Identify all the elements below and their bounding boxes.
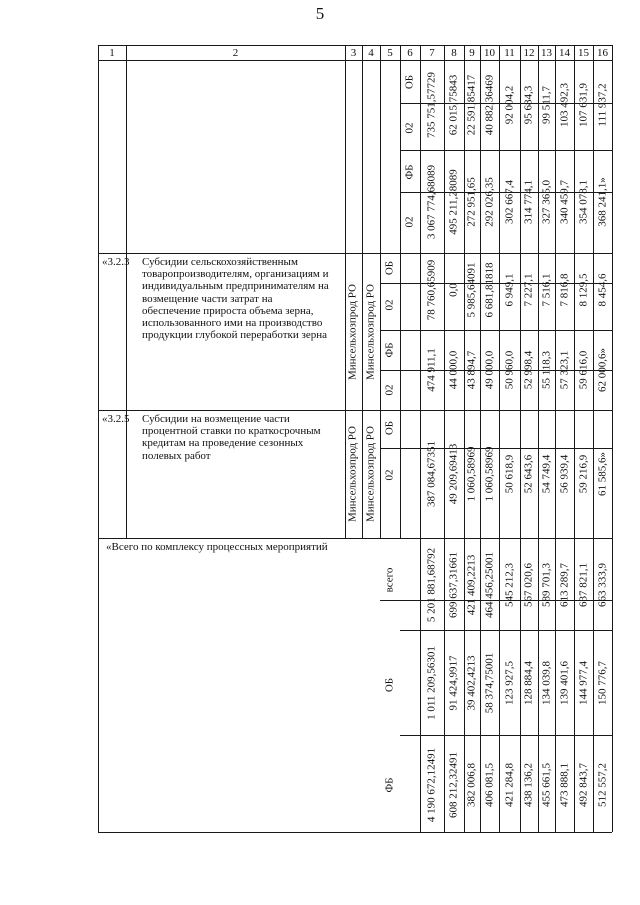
total-label-ob: ОБ (383, 677, 396, 693)
total-value: 545 212,3 (503, 563, 515, 607)
top-block-split-rule (400, 150, 612, 151)
table-left-border (98, 45, 99, 832)
row-323-fb-value: 62 000,6» (596, 348, 608, 392)
row-325-ob-value: 52 643,6 (522, 454, 535, 494)
value-column-rule (574, 60, 575, 832)
header-col-3: 3 (350, 47, 357, 59)
total-value: 421 409,2213 (465, 554, 478, 616)
row-325-ob-value: 56 939,4 (558, 454, 570, 494)
total-fb-value: 608 212,32491 (447, 752, 460, 818)
row-323-ob-value: 0,0 (447, 283, 460, 297)
top-fb-value: 327 365,0 (540, 180, 552, 224)
row-323-executor: Минсельхозпрод РО (346, 284, 359, 380)
value-column-rule (555, 60, 556, 832)
total-ob-value: 58 374,75001 (483, 652, 495, 714)
header-col-11: 11 (504, 47, 515, 59)
total-fb-value: 382 006,8 (465, 763, 478, 807)
top-ob-value: 103 492,3 (558, 83, 570, 127)
body-column-rule (362, 60, 363, 538)
row-323-ob-value: 8 454,6 (596, 273, 608, 307)
value-column-rule (538, 60, 539, 832)
top-fb-value: 354 078,1 (577, 180, 589, 224)
row-323-ob-label: ОБ (383, 260, 396, 276)
row-325-ob-value: 54 749,4 (540, 454, 552, 494)
header-col-4: 4 (368, 47, 374, 59)
row-325-ob-value: 1 060,58969 (483, 446, 495, 502)
row-323-fb-label: ФБ (383, 342, 396, 358)
row-325-ob-value: 61 585,6» (596, 452, 608, 496)
header-col-1: 1 (109, 47, 115, 59)
top-ob-value: 99 511,7 (540, 85, 552, 125)
row-325-ob-value: 50 618,9 (503, 454, 515, 494)
value-column-rule (593, 60, 594, 832)
row-323-name: Субсидии сельскохозяйственным товаропроизводителям, организациям и индивидуальным предпринимателям на возмещение части затрат на обеспечение прироста объема зерна, использованного ими на производство продукции глубокой переработки зерна (142, 256, 329, 342)
total-ob-value: 144 977,4 (577, 661, 589, 705)
top-fb-value: 272 951,65 (465, 177, 478, 227)
top-ob-code: 02 (403, 122, 416, 134)
total-value: 699 637,31661 (447, 552, 460, 618)
header-col-7: 7 (429, 47, 435, 59)
row-323-ob-value: 78 760,65909 (425, 259, 438, 321)
row-323-fb-value: 44 000,0 (447, 350, 460, 390)
header-col-15: 15 (578, 47, 589, 59)
total-value: 613 289,7 (558, 563, 570, 607)
header-col-13: 13 (541, 47, 552, 59)
total-fb-value: 512 557,2 (596, 763, 608, 807)
top-fb-code: 02 (403, 216, 416, 228)
total-ob-value: 123 927,5 (503, 661, 515, 705)
total-split-2 (400, 735, 612, 736)
row-323-ob-code: 02 (383, 299, 396, 311)
row-323-ob-value: 6 681,81818 (483, 262, 495, 318)
row-323-ob-value: 7 516,1 (540, 273, 552, 307)
total-fb-value: 406 081,5 (483, 763, 495, 807)
total-value: 589 701,3 (540, 563, 552, 607)
row-323-fb-value: 474 911,1 (425, 348, 438, 392)
value-column-rule (444, 60, 445, 832)
header-bottom-rule (98, 60, 612, 61)
row-325-name: Субсидии на возмещение части процентной ставки по краткосрочным кредитам на проведение сезонных полевых работ (142, 413, 321, 462)
total-ob-value: 91 424,9917 (447, 655, 460, 711)
total-ob-value: 128 884,4 (522, 661, 535, 705)
row-325-number: «3.2.5 (102, 413, 130, 425)
row-323-ob-value: 6 949,1 (503, 273, 515, 307)
row-325-executor-secondary: Минсельхозпрод РО (364, 426, 377, 522)
row-325-ob-value: 59 216,9 (577, 454, 589, 494)
top-ob-value: 40 882,36469 (483, 74, 495, 136)
total-fb-value: 473 888,1 (558, 763, 570, 807)
header-col-6: 6 (407, 47, 413, 59)
row-323-fb-value: 43 894,7 (465, 350, 478, 390)
header-col-9: 9 (469, 47, 475, 59)
top-fb-value: 3 067 774,68089 (425, 164, 438, 240)
row-323-fb-code: 02 (383, 384, 396, 396)
value-column-rule (520, 60, 521, 832)
page-number: 5 (315, 4, 325, 23)
total-label-total: всего (383, 567, 396, 593)
total-ob-value: 150 776,7 (596, 661, 608, 705)
row-323-split-rule (380, 330, 612, 331)
header-col-8: 8 (451, 47, 457, 59)
value-column-rule (420, 60, 421, 832)
table-right-border (612, 45, 613, 832)
body-column-rule (126, 60, 127, 538)
top-ob-value: 111 937,2 (596, 83, 608, 127)
row-323-fb-value: 50 960,0 (503, 350, 515, 390)
total-value: 567 020,6 (522, 563, 535, 607)
row-323-ob-value: 7 227,1 (522, 273, 535, 307)
top-fb-value: 314 774,1 (522, 180, 535, 224)
total-label-fb: ФБ (383, 777, 396, 793)
top-ob-value: 22 591,85417 (465, 74, 478, 136)
header-col-16: 16 (597, 47, 608, 59)
total-ob-value: 139 401,6 (558, 661, 570, 705)
total-row-top-rule (98, 538, 612, 539)
total-ob-value: 134 039,8 (540, 661, 552, 705)
total-fb-value: 455 661,5 (540, 763, 552, 807)
top-ob-value: 95 684,3 (522, 85, 535, 125)
total-fb-value: 4 190 672,12491 (425, 747, 438, 823)
top-ob-value: 107 631,9 (577, 83, 589, 127)
row-325-ob-subrule (380, 448, 612, 449)
header-col-10: 10 (484, 47, 495, 59)
top-ob-label: ОБ (403, 74, 416, 90)
row-325-ob-label: ОБ (383, 420, 396, 436)
table-bottom-border (98, 832, 612, 833)
row-323-ob-value: 8 129,5 (577, 273, 589, 307)
total-ob-value: 1 011 209,56301 (425, 646, 438, 720)
top-ob-value: 62 015,75843 (447, 74, 460, 136)
total-fb-value: 492 843,7 (577, 763, 589, 807)
row-325-top-rule (98, 410, 612, 411)
row-325-ob-code: 02 (383, 469, 396, 481)
total-value: 637 821,1 (577, 563, 589, 607)
row-323-top-rule (98, 253, 612, 254)
total-value: 663 333,9 (596, 563, 608, 607)
row-323-fb-value: 57 323,1 (558, 350, 570, 390)
table-top-border (98, 45, 612, 46)
row-323-fb-value: 55 118,3 (540, 350, 552, 390)
top-ob-value: 92 004,2 (503, 85, 515, 125)
total-value: 464 456,25001 (483, 552, 495, 618)
row-323-fb-value: 59 616,0 (577, 350, 589, 390)
top-fb-value: 340 459,7 (558, 180, 570, 224)
total-value: 5 201 881,68792 (425, 547, 438, 623)
header-col-2: 2 (232, 47, 239, 59)
body-column-rule (400, 60, 401, 538)
row-323-ob-value: 7 816,8 (558, 273, 570, 307)
value-column-rule (480, 60, 481, 832)
top-fb-value: 368 241,1» (596, 177, 608, 227)
row-325-ob-value: 49 209,69413 (447, 443, 460, 505)
header-col-5: 5 (387, 47, 393, 59)
row-325-ob-value: 387 084,67351 (425, 441, 438, 507)
top-ob-value: 735 751,57729 (425, 72, 438, 138)
value-column-rule (499, 60, 500, 832)
row-325-executor: Минсельхозпрод РО (346, 426, 359, 522)
total-row-title: «Всего по комплексу процессных мероприятий (106, 541, 328, 553)
total-split-1 (400, 630, 612, 631)
total-fb-value: 438 136,2 (522, 763, 535, 807)
top-fb-label: ФБ (403, 164, 416, 180)
row-323-fb-value: 52 998,4 (522, 350, 535, 390)
top-fb-value: 495 211,28089 (447, 169, 460, 235)
row-323-executor-secondary: Минсельхозпрод РО (364, 284, 377, 380)
row-325-ob-value: 1 060,58969 (465, 446, 478, 502)
header-col-14: 14 (559, 47, 570, 59)
row-323-fb-value: 49 000,0 (483, 350, 495, 390)
total-fb-value: 421 284,8 (503, 763, 515, 807)
total-ob-value: 39 402,4213 (465, 655, 478, 711)
body-column-rule (380, 60, 381, 538)
top-fb-value: 302 667,4 (503, 180, 515, 224)
row-323-number: «3.2.3 (102, 256, 130, 268)
row-323-ob-value: 5 985,64091 (465, 262, 478, 318)
top-fb-value: 292 026,35 (483, 177, 495, 227)
header-col-12: 12 (523, 47, 535, 59)
